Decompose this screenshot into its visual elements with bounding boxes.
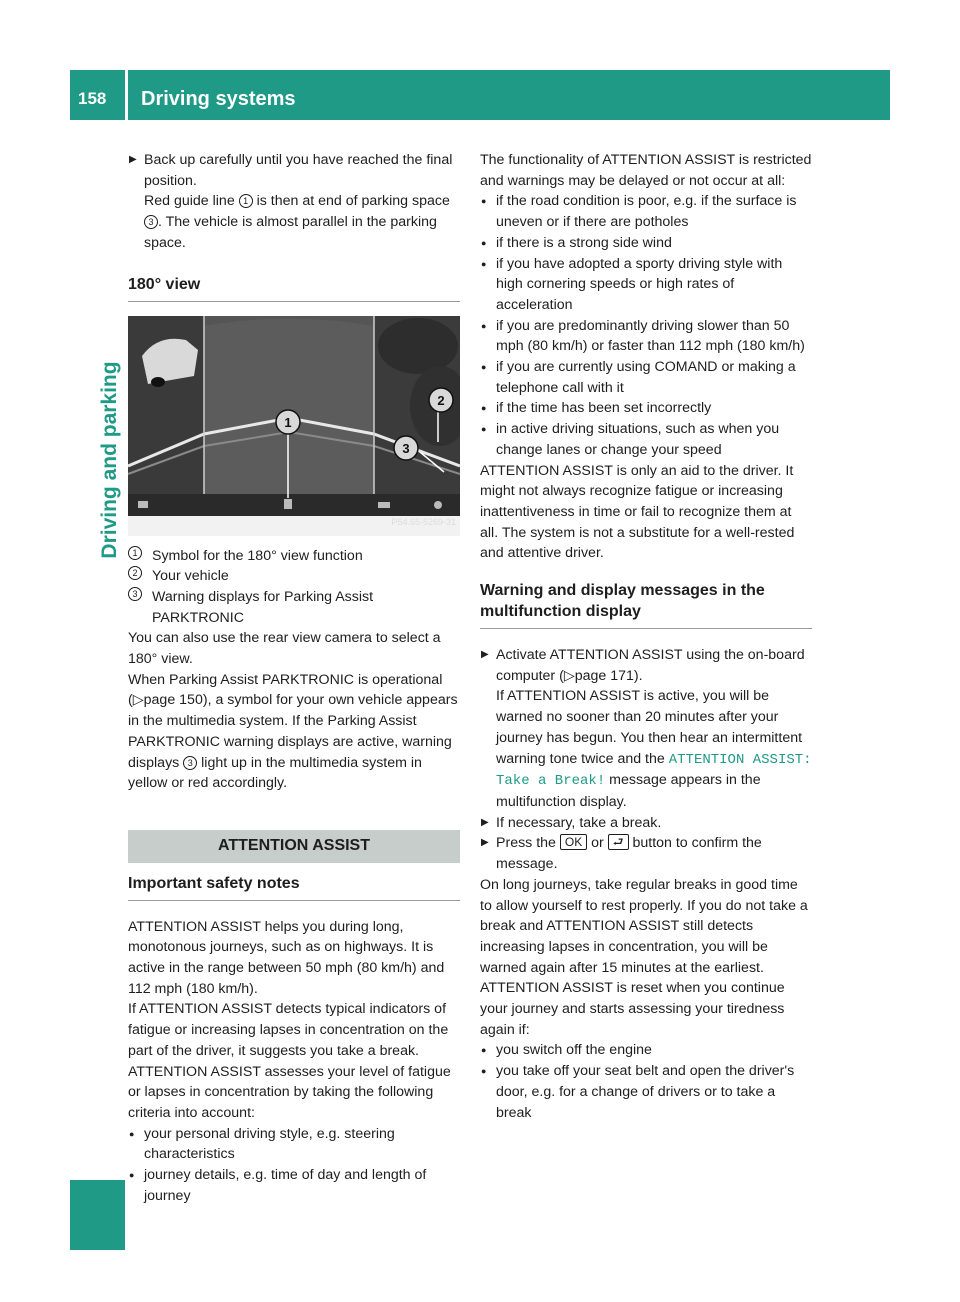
display-message: ATTENTION ASSIST: Take a Break! <box>496 751 812 790</box>
back-arrow-icon: ⮐ <box>608 834 629 850</box>
body-paragraph: On long journeys, take regular breaks in good time to allow yourself to rest properly. If you do not take a break and ATTENTION ASSIST still detects increasing lapses in concentration, you will be warned again after 15 minutes at the earliest. <box>480 876 808 976</box>
instruction-step: ▶ Activate ATTENTION ASSIST using the on-board computer (▷page 171). <box>480 645 812 686</box>
legend-item: 1 Symbol for the 180° view function <box>128 546 460 567</box>
body-paragraph: ATTENTION ASSIST is only an aid to the driver. It might not always recognize fatigue or increasing inattentiveness in time or fail to recognize them at all. The system is not a substitute for a well-rested and attentive driver. <box>480 462 795 562</box>
header-divider <box>125 70 128 120</box>
body-paragraph: When Parking Assist PARKTRONIC is operational (▷page 150), a symbol for your own vehicle appears in the multimedia system. If the Parking Assist PARKTRONIC warning displays are active, warning displays 3 light up in the multimedia system in yellow or red accordingly. <box>128 671 458 792</box>
list-item: ● you take off your seat belt and open the driver's door, e.g. for a change of drivers or to take a break <box>480 1061 812 1123</box>
list-item: ● if you have adopted a sporty driving style with high cornering speeds or high rates of acceleration <box>480 254 812 316</box>
camera-view-image <box>128 316 460 536</box>
page-reference[interactable]: page 150 <box>143 692 203 709</box>
body-paragraph: If ATTENTION ASSIST detects typical indicators of fatigue or increasing lapses in concentration on the part of the driver, it suggests you take a break. <box>128 1001 449 1059</box>
list-item: ● if the time has been set incorrectly <box>480 398 812 419</box>
body-paragraph: ATTENTION ASSIST assesses your level of fatigue or lapses in concentration by taking the following criteria into account: <box>128 1063 451 1121</box>
body-paragraph: ATTENTION ASSIST helps you during long, monotonous journeys, such as on highways. It is active in the range between 50 mph (80 km/h) and 112 mph (180 km/h). <box>128 918 445 997</box>
left-column <box>128 150 460 1207</box>
list-item: ● if there is a strong side wind <box>480 233 812 254</box>
view-heading: 180° view <box>128 274 460 302</box>
page-number: 158 <box>78 89 107 108</box>
page-ref-arrow-icon: ▷ <box>563 667 575 684</box>
body-paragraph: ATTENTION ASSIST is reset when you continue your journey and starts assessing your tiredness again if: <box>480 980 785 1038</box>
figure-code: P54.65-5269-31 <box>391 516 456 527</box>
section-heading: ATTENTION ASSIST <box>128 830 460 863</box>
list-item: ● if the road condition is poor, e.g. if the surface is uneven or if there are potholes <box>480 191 812 232</box>
instruction-step: ▶ Press the OK or ⮐ button to confirm the message. <box>480 833 812 874</box>
list-item: ● journey details, e.g. time of day and length of journey <box>128 1165 460 1206</box>
list-item: ● you switch off the engine <box>480 1040 812 1061</box>
body-paragraph: The functionality of ATTENTION ASSIST is restricted and warnings may be delayed or not occur at all: <box>480 152 812 189</box>
safety-heading: Important safety notes <box>128 873 460 901</box>
side-tab-marker <box>70 1180 125 1250</box>
legend-item: 2 Your vehicle <box>128 566 460 587</box>
page-ref-arrow-icon: ▷ <box>132 692 144 709</box>
figure-callout-1: 1 <box>284 414 292 430</box>
warning-heading: Warning and display messages in the multifunction display <box>480 580 812 629</box>
body-paragraph: You can also use the rear view camera to select a 180° view. <box>128 630 441 668</box>
page-reference[interactable]: page 171 <box>574 667 634 684</box>
figure-callout-3: 3 <box>402 440 410 456</box>
side-tab <box>70 120 125 1250</box>
legend-item: 3 Warning displays for Parking Assist PARKTRONIC <box>128 587 460 628</box>
callout-number: 3 <box>183 756 197 770</box>
chapter-title: Driving systems <box>141 88 296 110</box>
list-item: ● if you are predominantly driving slower than 50 mph (80 km/h) or faster than 112 mph (180 km/h) <box>480 316 812 357</box>
instruction-step: ▶ If necessary, take a break. <box>480 813 812 834</box>
callout-number: 3 <box>144 215 158 229</box>
callout-number: 1 <box>128 546 142 560</box>
callout-number: 1 <box>239 194 253 208</box>
list-item: ● if you are currently using COMAND or making a telephone call with it <box>480 357 812 398</box>
step-detail: If ATTENTION ASSIST is active, you will be warned no sooner than 20 minutes after your journey has begun. You then hear an intermittent warning tone twice and the ATTENTION ASSIST: Take a Break! message appears in the multifunction display. <box>496 688 812 810</box>
right-column <box>480 150 812 1123</box>
camera-view-figure <box>128 316 460 536</box>
list-item: ● your personal driving style, e.g. steering characteristics <box>128 1124 460 1165</box>
callout-number: 2 <box>128 566 142 580</box>
list-item: ● in active driving situations, such as when you change lanes or change your speed <box>480 419 812 460</box>
ok-button-key: OK <box>560 834 587 850</box>
side-tab-label: Driving and parking <box>98 361 121 559</box>
figure-callout-2: 2 <box>437 392 445 408</box>
instruction-step: ▶ Back up carefully until you have reached the final position. Red guide line 1 is then at end of parking space 3 . The vehicle is almost parallel in the parking space. <box>128 150 460 254</box>
callout-number: 3 <box>128 587 142 601</box>
